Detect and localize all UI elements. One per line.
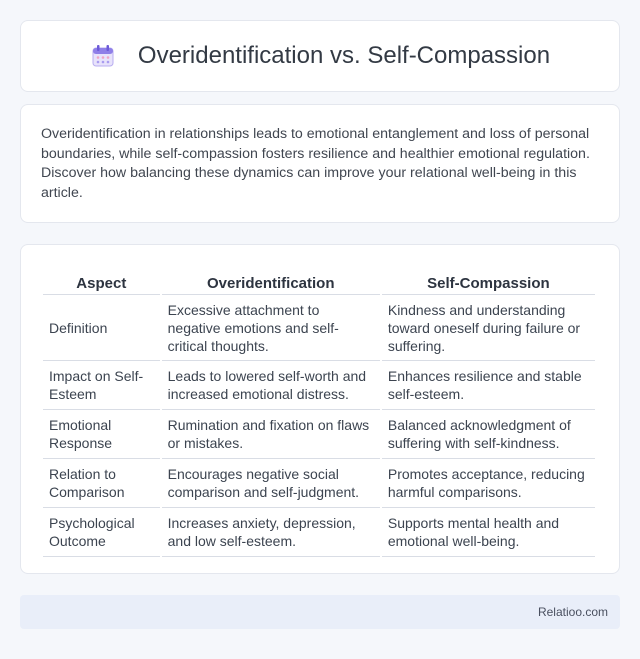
calendar-icon bbox=[90, 43, 116, 69]
table-row bbox=[43, 459, 595, 508]
footer-site-link[interactable]: Relatioo.com bbox=[537, 605, 608, 619]
table-header-row bbox=[43, 265, 595, 295]
row-self-compassion: Balanced acknowledgment of suffering with self-kindness. bbox=[382, 410, 595, 459]
row-aspect: Definition bbox=[43, 295, 160, 361]
header-aspect: Aspect bbox=[43, 265, 160, 295]
footer bbox=[20, 595, 620, 629]
row-self-compassion: Enhances resilience and stable self-esteem. bbox=[382, 361, 595, 410]
table-row bbox=[43, 508, 595, 557]
row-aspect: Impact on Self-Esteem bbox=[43, 361, 160, 410]
comparison-table bbox=[41, 265, 597, 557]
row-overidentification: Rumination and fixation on flaws or mistakes. bbox=[162, 410, 380, 459]
comparison-card bbox=[20, 244, 620, 574]
page-title: Overidentification vs. Self-Compassion bbox=[137, 42, 551, 69]
table-row bbox=[43, 410, 595, 459]
header-self-compassion: Self-Compassion bbox=[382, 265, 595, 295]
row-overidentification: Increases anxiety, depression, and low self-esteem. bbox=[162, 508, 380, 557]
row-aspect: Psychological Outcome bbox=[43, 508, 160, 557]
header-overidentification: Overidentification bbox=[162, 265, 380, 295]
intro-text: Overidentification in relationships leads to emotional entanglement and loss of personal boundaries, while self-compassion fosters resilience and healthier emotional regulation. Discover how balancing these dynamics can improve your relational well-being in this article. bbox=[41, 126, 590, 201]
row-aspect: Emotional Response bbox=[43, 410, 160, 459]
row-aspect: Relation to Comparison bbox=[43, 459, 160, 508]
table-row bbox=[43, 295, 595, 361]
row-overidentification: Leads to lowered self-worth and increased emotional distress. bbox=[162, 361, 380, 410]
row-overidentification: Excessive attachment to negative emotions and self-critical thoughts. bbox=[162, 295, 380, 361]
table-row bbox=[43, 361, 595, 410]
intro-card bbox=[20, 104, 620, 223]
row-self-compassion: Supports mental health and emotional well-being. bbox=[382, 508, 595, 557]
row-self-compassion: Kindness and understanding toward oneself during failure or suffering. bbox=[382, 295, 595, 361]
title-card bbox=[20, 20, 620, 92]
row-self-compassion: Promotes acceptance, reducing harmful comparisons. bbox=[382, 459, 595, 508]
row-overidentification: Encourages negative social comparison and self-judgment. bbox=[162, 459, 380, 508]
